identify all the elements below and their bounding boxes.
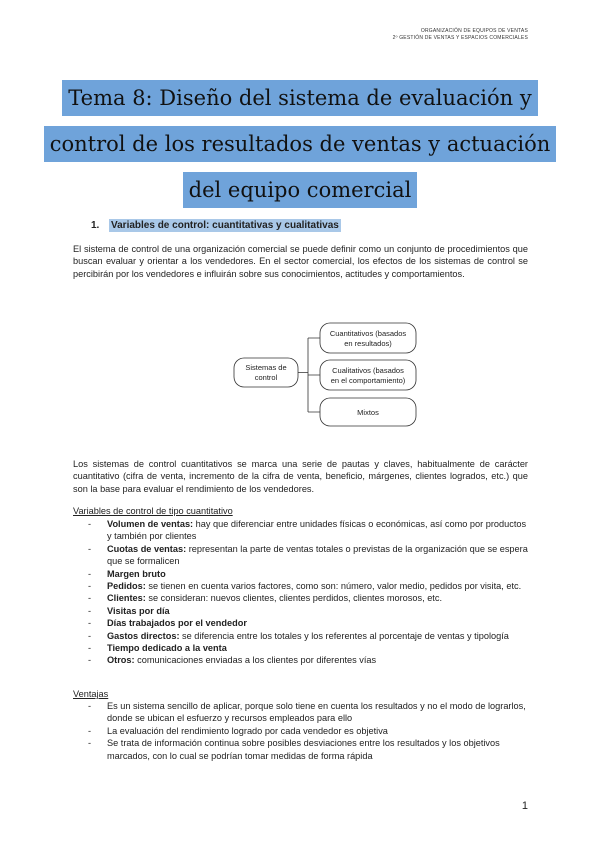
- diagram-connector: [298, 338, 320, 412]
- variable-description: hay que diferenciar entre unidades físicas o económicas, así como por productos y también por clientes: [107, 519, 527, 542]
- section-title: Variables de control: cuantitativas y cualitativas: [111, 220, 339, 231]
- diagram-root-label: Sistemas de control: [245, 363, 287, 382]
- ventajas-heading: Ventajas: [73, 689, 109, 699]
- variable-term: Clientes:: [107, 593, 146, 604]
- variable-description: se consideran: nuevos clientes, clientes perdidos, clientes morosos, etc.: [145, 593, 443, 604]
- variable-item: [85, 518, 530, 543]
- variable-item: [85, 605, 530, 617]
- intro-paragraph: El sistema de control de una organización comercial se puede definir como un conjunto de procedimientos que buscan evaluar y orientar a los vendedores. En el sector comercial, los efectos de los sistemas de control se percibirán por los vendedores e influirán sobre sus conocimientos, actitudes y comportamientos.: [73, 244, 528, 279]
- variable-item: [85, 642, 530, 654]
- variable-item: [85, 580, 530, 592]
- title-line-2: control de los resultados de ventas y actuación: [44, 126, 557, 162]
- page-number: 1: [521, 800, 528, 812]
- variables-list: [85, 518, 530, 667]
- ventaja-item: - Es un sistema sencillo de aplicar, porque solo tiene en cuenta los resultados y no el modo de lograrlos, donde se ubican el esfuerzo y recursos empleados para ello: [85, 700, 530, 725]
- variable-item: [85, 568, 530, 580]
- ventaja-item: - La evaluación del rendimiento logrado por cada vendedor es objetiva: [85, 725, 530, 737]
- cuantitativos-paragraph: Los sistemas de control cuantitativos se marca una serie de pautas y claves, habitualmente de carácter cuantitativo (cifra de venta, incremento de la cifra de venta, beneficio, márgenes, clientes logrados, etc.) que son la base para evaluar el rendimiento de los vendedores.: [73, 459, 528, 494]
- variable-description: comunicaciones enviadas a los clientes por diferentes vías: [134, 655, 377, 666]
- variable-description: se tienen en cuenta varios factores, como son: número, valor medio, pedidos por visita, etc.: [145, 581, 522, 592]
- variable-term: Cuotas de ventas:: [107, 543, 187, 554]
- variable-item: [85, 617, 530, 629]
- header-line-1: ORGANIZACIÓN DE EQUIPOS DE VENTAS: [420, 28, 528, 34]
- control-systems-diagram: [228, 315, 428, 427]
- variable-term: Pedidos:: [107, 581, 146, 592]
- diagram-branch-1-box: [320, 323, 416, 353]
- variable-term: Volumen de ventas:: [107, 519, 194, 529]
- diagram-branch-2-line-1: Cualitativos (basados: [332, 366, 404, 375]
- variable-item: [85, 543, 530, 568]
- section-heading: [91, 220, 341, 231]
- variable-description: se diferencia entre los totales y los referentes al porcentaje de ventas y tipología: [179, 630, 509, 641]
- variable-description: representan la parte de ventas totales o previstas de la organización que se espera que se formalicen: [107, 543, 528, 567]
- variable-item: [85, 630, 530, 642]
- title-line-2-band: [0, 126, 600, 162]
- title-line-1-band: [0, 80, 600, 116]
- variable-term: Gastos directos:: [107, 630, 180, 641]
- diagram-branch-3-label: Mixtos: [357, 408, 379, 417]
- variable-term: Otros:: [107, 655, 135, 666]
- variable-item: [85, 592, 530, 604]
- diagram-branch-1-line-1: Cuantitativos (basados: [329, 329, 407, 338]
- variable-item: [85, 654, 530, 666]
- title-line-3: del equipo comercial: [183, 172, 418, 208]
- variables-heading: Variables de control de tipo cuantitativo: [73, 506, 233, 516]
- ventaja-item: - Se trata de información continua sobre posibles desviaciones entre los resultados y los objetivos marcados, con lo cual se podrían tomar medidas de forma rápida: [85, 737, 530, 762]
- diagram-branch-2-box: [320, 360, 416, 390]
- ventajas-list: [85, 700, 530, 762]
- variable-term: Tiempo dedicado a la venta: [107, 643, 227, 654]
- header-line-2: 2º GESTIÓN DE VENTAS Y ESPACIOS COMERCIALES: [392, 35, 528, 41]
- title-line-1: Tema 8: Diseño del sistema de evaluación y: [62, 80, 537, 116]
- diagram-branch-1-line-2: en resultados): [344, 339, 392, 348]
- variable-term: Margen bruto: [107, 568, 166, 579]
- running-header: [393, 28, 528, 42]
- section-number: 1.: [91, 220, 100, 231]
- diagram-branch-2-line-2: en el comportamiento): [330, 376, 406, 385]
- title-line-3-band: [0, 172, 600, 208]
- variable-term: Días trabajados por el vendedor: [107, 618, 247, 629]
- variable-term: Visitas por día: [107, 605, 170, 616]
